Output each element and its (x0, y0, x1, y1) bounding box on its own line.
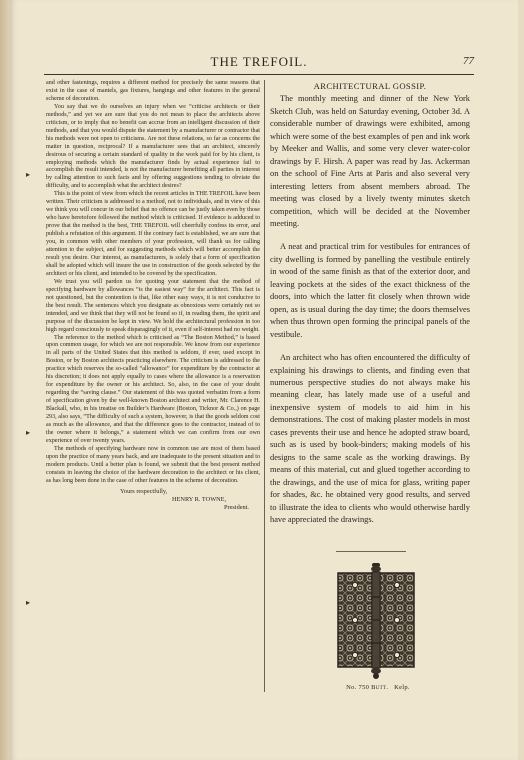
page-number: 77 (463, 55, 474, 67)
left-column (46, 80, 260, 513)
caption-number: No. 750 (346, 684, 372, 691)
margin-mark: ▸ (26, 170, 31, 179)
left-paragraph-4: We trust you will pardon us for quoting your statement that the method of specifying hardware by allowances “is the easiest way” for the architect. This fact is not questioned, but the contention is that, like other easy ways, it is not conducive to the best result. The sentences which you designate as obnoxious were certainly not so intended, and we think that they will not be found so if, in reading them, the spirit and purpose of the discussion be kept in view. We hold the architectural profession in too high regard consciously to speak disparagingly of it, even if self-interest had no weight. (46, 278, 260, 333)
caption-maker: Kelp. (394, 684, 410, 691)
running-title: THE TREFOIL. (210, 54, 308, 69)
figure-caption (318, 684, 438, 691)
margin-mark: ▸ (26, 428, 31, 437)
signoff-name: HENRY R. TOWNE, (172, 496, 227, 504)
right-column (270, 80, 470, 537)
left-paragraph-3: This is the point of view from which the recent articles in THE TREFOIL have been written. Their criticism is addressed to a method, not to individuals, and in view of this we think you will concur in our belief that no offence can be justly taken even by those who have heretofore followed the method which is criticised. If evidence is adduced to prove that the method is the best, THE TREFOIL will cheerfully confess its error, and publish a refutation of this argument. If the contrary fact is established, we are sure that you, in common with other members of your profession, will thank us for calling attention to the subject, and for suggesting methods which will better accomplish the result you desire. Our interest, as manufacturers, is solely that a form of specification shall be adopted which will insure the use in construction of the goods selected by the architect or his client, and intended to be covered by the specification. (46, 191, 260, 277)
signoff-closing: Yours respectfully, (120, 487, 168, 495)
letter-signoff (46, 488, 260, 513)
left-paragraph-5: The reference to the method which is criticised as “The Boston Method,” is based upon common usage, for which we are not responsible. We know from our experience in all parts of the United States that this method is seldom, if ever, used except in Boston, or by Boston architects practicing elsewhere. The criticism is addressed to the practice which reserves the so-called “allowance” for expenditure by the contractor at his discretion; it does not apply equally to cases where the allowance is a reservation for expenditure by the owner or his architect. So, also, in the case of your doubt regarding the “saving clause.” Our statement of this was quoted verbatim from a form of specification given by the well-known Boston architect and writer, Mr. Clarence H. Blackall, who, in his treatise on Builder’s Hardware (Boston, Ticknor & Co.,) on page 293, also says, “The difficulty of such a system, however, is that the goods seldom cost as much as the allowance, and that the difference goes to the contractor, instead of to the owner where it belongs,” a statement which we can confirm from our own experience of over twenty years. (46, 334, 260, 444)
left-paragraph-2: You say that we do ourselves an injury when we “criticise architects or their methods,” and yet we are sure that you do not mean to place the architects above criticism, or to imply that no benefit can accrue from an intelligent discussion of their methods, and that you would dispute the statement by a manufacturer or contractor that his methods were not open to criticisms. Are not these relations, so far as concerns the matter in question, reciprocal? If a manufacturer sees that an architect, sincerely desirous of securing a certain standard of quality in the work paid for by his client, is employing methods which the manufacturer finds by actual experience fail to accomplish the result intended, is not the manufacturer benefiting all parties in interest by calling attention to such facts and by offering suggestions tending to obviate the difficulty, and to accomplish what the architect desires? (46, 103, 260, 190)
section-rule (336, 551, 406, 552)
right-paragraph-1: The monthly meeting and dinner of the New York Sketch Club, was held on Saturday evening, October 3d. A considerable number of drawings were exhibited, among which were some of the best examples of pen and ink work by Meeker and Wallis, and some very clever water-color drawings by F. Hirsh. A paper was read by Jas. Ackerman on the school of Fine Arts at Paris and also several very interesting letters from absent members abroad. The meeting was closed by a lively twenty minutes sketch competition, which will be decided at the November meeting. (270, 94, 470, 228)
column-divider (264, 80, 265, 692)
left-paragraph-6: The methods of specifying hardware now in common use are most of them based upon the practice of many years back, and are inadequate to the present situation and to modern products. Until a better plan is found, we submit that the best present method consists in leaving the choice of the hardware decoration to the architect or his client, as has long been done in the case of other features in the scheme of decoration. (46, 445, 260, 484)
signoff-title: President. (224, 504, 250, 512)
page-header (44, 54, 474, 75)
margin-mark: ▸ (26, 598, 31, 607)
hinge-icon (335, 563, 417, 679)
butt-hinge-illustration (335, 563, 417, 679)
section-title: ARCHITECTURAL GOSSIP. (313, 81, 427, 91)
caption-name: Butt. (371, 684, 389, 691)
right-paragraph-3: An architect who has often encountered the difficulty of explaining his drawings to clients, and finding even that numerous perspective studies do not always make his meaning clear, has lately made use of a useful and inexpensive system of models to aid him in his demonstrations. The cost of making plaster models in most cases prevents their use and hence he adopted straw board, such as is used by book-binders; making models of his designs to the same scale as the working drawings. By means of this material, cut and glued together according to the drawings, and the use of mica for glass, writing paper for shades, &c. he obtained very good results, and served to illustrate the idea to clients who would otherwise hardly have appreciated the drawings. (270, 353, 470, 524)
left-paragraph-1: and other fastenings, requires a different method for precisely the same reasons that exist in the case of mantels, gas fixtures, hangings and other features in the general scheme of decoration. (46, 80, 260, 102)
right-paragraph-2: A neat and practical trim for vestibules for entrances of city dwelling is formed by panelling the vestibule entirely in wood of the same finish as that of the exterior door, and leaving pockets at the sides of the exact thickness of the doors, into which the latter fit closely when thrown wide open, as is usual during the day time; the doors themselves when thus thrown open forming the principal panels of the vestibule. (270, 242, 470, 339)
